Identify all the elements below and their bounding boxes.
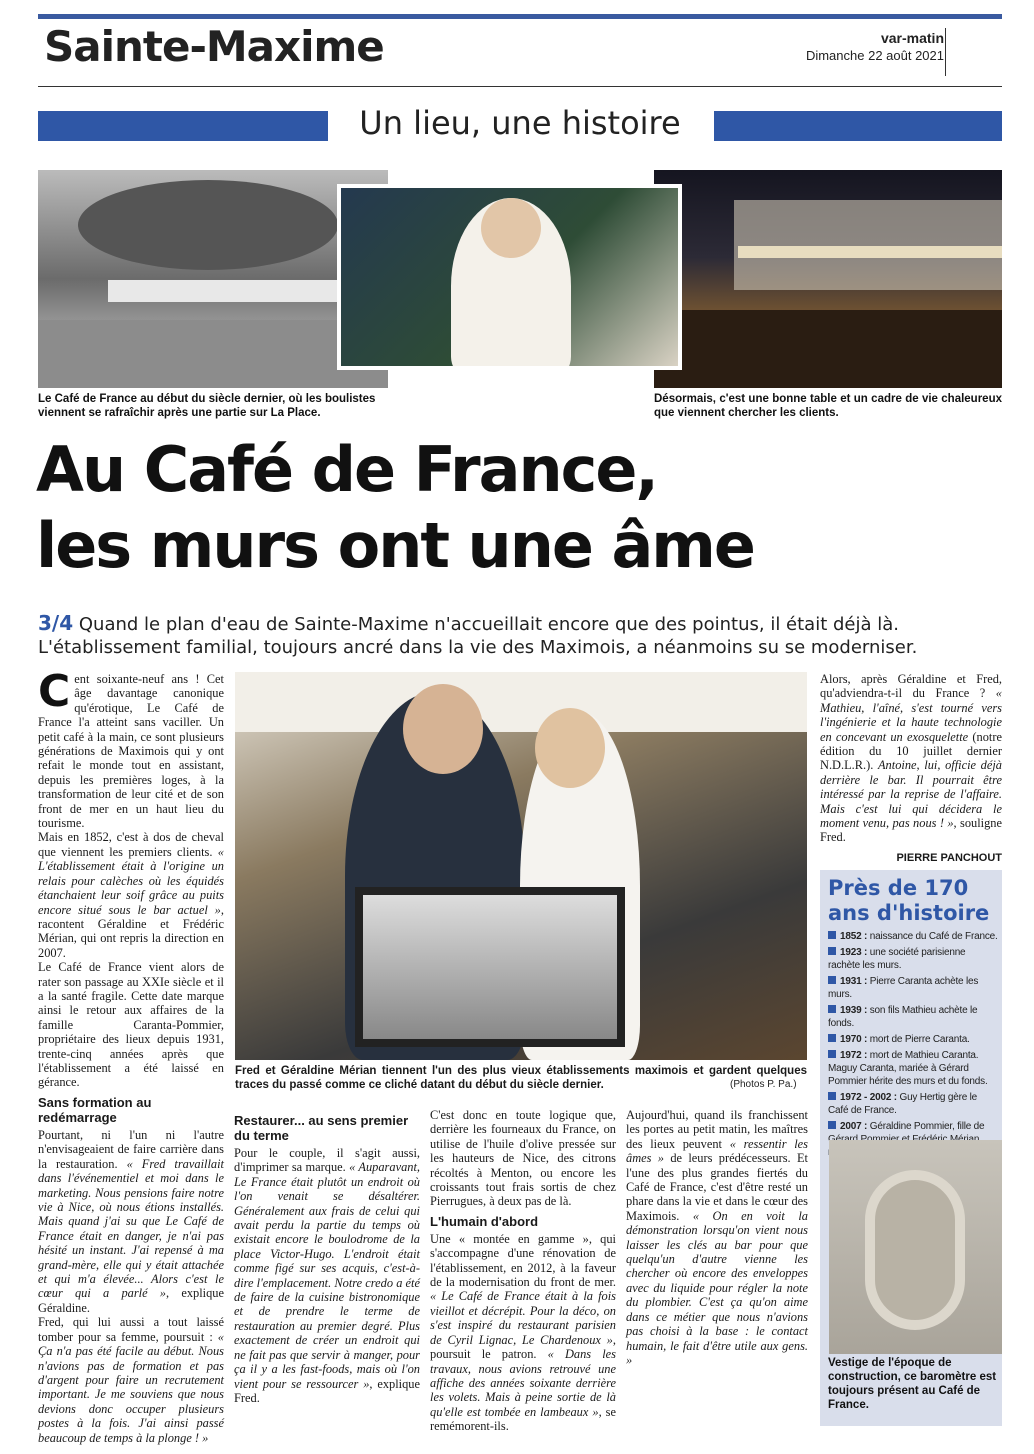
article-column-3 [430, 1108, 616, 1434]
owners-photo [235, 672, 807, 1060]
article-column-4 [626, 1108, 808, 1367]
paragraph-2-text: Mais en 1852, c'est à dos de cheval que viennent les premiers clients. [38, 830, 224, 859]
paragraph-6-end: , explique Fred. [234, 1376, 420, 1405]
paragraph-4-quote: « Fred travaillait dans l'événementiel et moi dans le marketing. Nous pensions faire notre vie à Nice, où nous étions installés. Mais quand j'ai su que Le Café de France était en danger, je n'ai pas hésité un instant. J'ai repensé à ma grand-mère, elle qui y était attachée et qui m'a élevée... Alors c'est le cœur qui a parlé » [38, 1156, 224, 1301]
paragraph-8-quote: « Le Café de France était à la fois vieillot et décrépit. Pour la déco, on s'est inspiré du restaurant parisien de Cyril Lignac, Le Chardenoux » [430, 1289, 616, 1347]
timeline-item: 1972 - 2002 : Guy Hertig gère le Café de France. [828, 1092, 978, 1116]
article-column-2 [234, 1108, 420, 1405]
history-box-title: Près de 170 ans d'histoire [828, 876, 990, 925]
masthead-info [806, 30, 944, 64]
drop-cap: C [38, 666, 71, 717]
paragraph-9-quote: « ressentir les âmes » [626, 1136, 808, 1166]
paragraph-9-mid: de leurs prédécesseurs. Et l'une des plus grandes fiertés du Café de France, c'est d'être resté un phare dans la vie et dans le cœur des Maximois. [626, 1151, 808, 1223]
section-town-title: Sainte-Maxime [44, 22, 384, 71]
caption-barometer: Vestige de l'époque de construction, ce baromètre est toujours présent au Café de France. [828, 1357, 997, 1411]
issue-date: Dimanche 22 août 2021 [805, 48, 944, 63]
barometer-photo [829, 1140, 1002, 1354]
caption-main-photo: Fred et Géraldine Mérian tiennent l'un des plus vieux établissements maximois et gardent quelques traces du passé comme ce cliché datant du début du siècle dernier. [235, 1065, 807, 1091]
rubric-title: Un lieu, une histoire [359, 104, 681, 142]
paragraph-1: ent soixante-neuf ans ! Cet âge davantage canonique qu'érotique, Le Café de France l'a atteint sans vaciller. Un petit café à la main, ce sont plusieurs générations de Maximois qui y ont refait le monde tout en assistant, depuis les premières loges, à la transformation de leur cité et de son front de mer en un haut lieu du tourisme. [38, 672, 224, 831]
rubric-band-right [714, 111, 1002, 141]
paragraph-10-mid: (notre édition du 10 juillet dernier N.D.L.R.). [820, 729, 1002, 773]
old-photo-frame [355, 887, 625, 1047]
barometer-shield [865, 1170, 965, 1330]
headline-line-2: les murs ont une âme [36, 509, 754, 582]
paragraph-2-end: , racontent Géraldine et Frédéric Mérian, qui ont repris la direction en 2007. [38, 902, 224, 960]
caption-old-photo: Le Café de France au début du siècle dernier, où les boulistes viennent se rafraîchir après une partie sur La Place. [38, 393, 376, 419]
series-number: 3/4 [38, 611, 74, 635]
paragraph-4-end: , explique Géraldine. [38, 1286, 224, 1315]
paragraph-4-text: Pourtant, ni l'un ni l'autre n'envisageaient de faire carrière dans la restauration. [38, 1128, 224, 1171]
paragraph-8-text: Une « montée en gamme », qui s'accompagne d'une rénovation de l'établissement, en 2012, à la faveur de la modernisation du front de mer. [430, 1231, 616, 1290]
old-cafe-photo [38, 170, 388, 388]
rubric-band-left [38, 111, 328, 141]
paragraph-7: C'est donc en toute logique que, derrière les fourneaux du France, on utilise de l'huile d'olive pressée sur les hauteurs de Nice, des citrons récoltés à Menton, ou encore les croissants tout frais sortis de chez Pierrugues, à deux pas de là. [430, 1108, 616, 1209]
paper-name: var-matin [880, 30, 944, 46]
article-column-right [820, 672, 1002, 865]
article-column-1 [38, 666, 224, 1090]
subheading-formation: Sans formation au redémarrage [38, 1095, 152, 1125]
paragraph-9-quote-2: « On en voit la démonstration lorsqu'on vient nous laisser les clés au bar pour que quelqu'un d'autre vienne les chercher où encore des enveloppes avec du liquide pour régler la note du plombier. C'est ça qu'on aime dans ce métier que nous n'avions pas choisi à la base : le contact humain, le fait d'être utile aux gens. » [626, 1208, 808, 1367]
paragraph-8-end: , se remémorent-ils. [430, 1404, 616, 1434]
paragraph-9-text: Aujourd'hui, quand ils franchissent les portes au petit matin, les maîtres des lieux peuvent [626, 1108, 808, 1151]
paragraph-5-text: Fred, qui lui aussi a tout laissé tomber pour sa femme, poursuit : [38, 1315, 224, 1344]
header-divider [945, 28, 946, 76]
history-timeline [820, 930, 1002, 1159]
top-rule [38, 14, 1002, 19]
paragraph-2-quote: « L'établissement était à l'origine un relais pour calèches où les équidés étanchaient leur soif grâce au puits encore situé sous le bar actuel » [38, 844, 224, 917]
paragraph-8-quote-2: « Dans les travaux, nous avions retrouvé une affiche des années soixante derrière les volets. Mais à peine sortie de là qu'elle est tombée en lambeaux » [430, 1347, 616, 1419]
headline [36, 432, 754, 584]
timeline-item: 1931 : Pierre Caranta achète les murs. [828, 976, 979, 1000]
paragraph-10-quote: « Mathieu, l'aîné, s'est tourné vers l'ingénierie et la haute technologie en concevant un exosquelette [820, 686, 1002, 744]
paragraph-10-quote-2: Antoine, lui, officie déjà derrière le bar. Il pourrait être intéressé par la reprise de l'affaire. Mais c'est lui qui décidera le moment venu, pas nous ! » [820, 758, 1002, 831]
subheading-humain: L'humain d'abord [430, 1213, 539, 1229]
timeline-item: 2007 : Géraldine Pommier, fille de [828, 1120, 998, 1159]
timeline-item: 1939 : son fils Mathieu achète le fonds. [828, 1005, 978, 1029]
night-terrace-photo [654, 170, 1002, 388]
photo-credit: (Photos P. Pa.) [730, 1079, 797, 1090]
timeline-item: 1852 : naissance du Café de France. [828, 930, 998, 943]
header-rule [38, 86, 1002, 87]
timeline-item: 1970 : mort de Pierre Caranta. [828, 1033, 998, 1046]
paragraph-3: Le Café de France vient alors de rater son passage au XXIe siècle et il a la santé fragile. Cette date marque ainsi le retour aux affaires de la famille Caranta-Pommier, propriétaire des lieux depuis 1931, trente-cinq années après que l'établissement a été laissé en gérance. [38, 960, 224, 1090]
paragraph-10-text: Alors, après Géraldine et Fred, qu'adviendra-t-il du France ? [820, 672, 1002, 701]
paragraph-6-quote: « Auparavant, Le France était plutôt un endroit où l'on venait se désaltérer. Généralement aux frais de celui qui avait perdu la partie du temps où existait encore le boulodrome de la place Victor-Hugo. L'endroit était comme figé sur ses acquis, c'est-à-dire l'emplacement. Notre credo a été de faire de la cuisine bistronomique et de prendre le terme de restauration au premier degré. Plus exactement de créer un endroit qui ne fait pas que servir à manger, pour ça il y a les fast-foods, mais où l'on vient pour se ressourcer » [234, 1160, 420, 1391]
deck [38, 612, 1002, 659]
subheading-restaurer: Restaurer... au sens premier du terme [234, 1113, 409, 1143]
paragraph-10-end: , souligne Fred. [820, 816, 1002, 845]
article-column-1b [38, 1090, 224, 1445]
timeline-item: 1923 : une société parisienne rachète les murs. [828, 947, 966, 971]
paragraph-8-mid: , poursuit le patron. [430, 1332, 616, 1362]
caption-night-photo: Désormais, c'est une bonne table et un cadre de vie chaleureux que viennent chercher les clients. [654, 393, 1002, 419]
timeline-item: 1972 : mort de Mathieu Caranta. Maguy Caranta, mariée à Gérard Pommier hérite des murs et du fonds. [828, 1050, 988, 1087]
author-signature: PIERRE PANCHOUT [896, 851, 1002, 864]
paragraph-6-text: Pour le couple, il s'agit aussi, d'imprimer sa marque. [234, 1146, 420, 1175]
headline-line-1: Au Café de France, [36, 433, 657, 506]
waitress-photo [337, 184, 682, 370]
deck-text: Quand le plan d'eau de Sainte-Maxime n'accueillait encore que des pointus, il était déjà là. L'établissement familial, toujours ancré dans la vie des Maximois, a néanmoins su se moderniser. [38, 614, 918, 658]
paragraph-5-quote: « Ça n'a pas été facile au début. Nous n'avions pas de formation et pas d'argent pour faire un recrutement important. Je me souviens que nous devions donc occuper plusieurs postes à la fois. J'ai ainsi passé beaucoup de temps à la plonge ! » [38, 1329, 224, 1445]
